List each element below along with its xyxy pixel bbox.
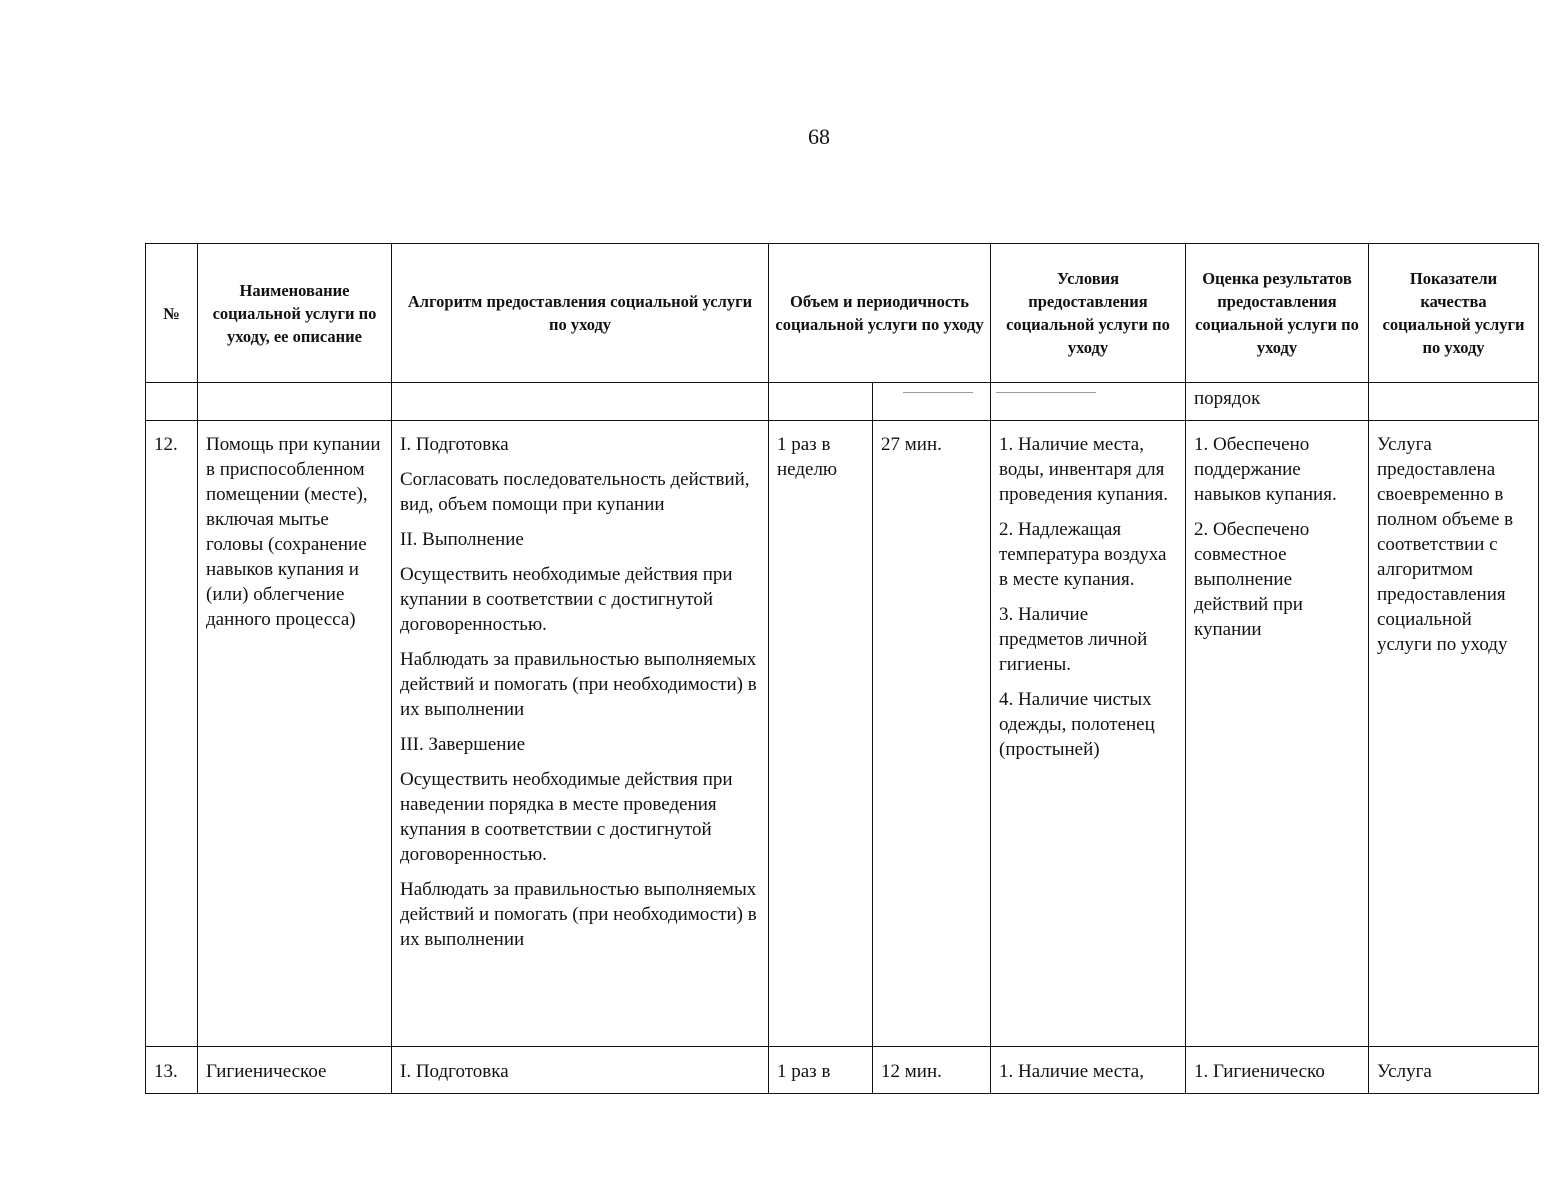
table-row	[146, 421, 1539, 1047]
condition-item: 4. Наличие чистых одежды, полотенец (простыней)	[999, 689, 1155, 760]
row-name: Помощь при купании в приспособленном помещении (месте), включая мытье головы (сохранение навыков купания и (или) облегчение данного процесса)	[198, 421, 392, 1047]
page-number: 68	[808, 124, 830, 149]
algorithm-step: Наблюдать за правильностью выполняемых действий и помогать (при необходимости) в их выполнении	[400, 879, 757, 950]
row-algorithm	[392, 1047, 769, 1094]
cont-cell	[769, 383, 873, 421]
condition-item: 1. Наличие места,	[999, 1061, 1144, 1082]
algorithm-step: Согласовать последовательность действий, вид, объем помощи при купании	[400, 469, 750, 515]
row-evaluation	[1186, 421, 1369, 1047]
algorithm-step: Осуществить необходимые действия при купании в соответствии с достигнутой договоренностью.	[400, 564, 733, 635]
header-conditions: Условия предоставления социальной услуги по уходу	[991, 244, 1186, 383]
row-frequency: 1 раз в	[769, 1047, 873, 1094]
header-quality: Показатели качества социальной услуги по уходу	[1369, 244, 1539, 383]
algorithm-step: III. Завершение	[400, 734, 526, 755]
cont-cell	[1369, 383, 1539, 421]
row-evaluation	[1186, 1047, 1369, 1094]
cont-cell	[146, 383, 198, 421]
evaluation-item: 2. Обеспечено совместное выполнение действий при купании	[1194, 519, 1310, 640]
cont-cell	[392, 383, 769, 421]
row-conditions	[991, 421, 1186, 1047]
divider	[996, 392, 1096, 393]
algorithm-step: Наблюдать за правильностью выполняемых действий и помогать (при необходимости) в их выполнении	[400, 649, 757, 720]
divider	[903, 392, 973, 393]
table-row	[146, 1047, 1539, 1094]
row-quality: Услуга предоставлена своевременно в полном объеме в соответствии с алгоритмом предоставления социальной услуги по уходу	[1369, 421, 1539, 1047]
header-name: Наименование социальной услуги по уходу, ее описание	[198, 244, 392, 383]
header-num: №	[146, 244, 198, 383]
algorithm-step: Осуществить необходимые действия при наведении порядка в месте проведения купания в соответствии с достигнутой договоренностью.	[400, 769, 733, 865]
cont-cell	[873, 383, 991, 421]
row-duration: 12 мин.	[873, 1047, 991, 1094]
evaluation-item: 1. Обеспечено поддержание навыков купания.	[1194, 434, 1337, 505]
algorithm-step: I. Подготовка	[400, 1061, 509, 1082]
condition-item: 3. Наличие предметов личной гигиены.	[999, 604, 1148, 675]
cont-evaluation: порядок	[1186, 383, 1369, 421]
header-volume: Объем и периодичность социальной услуги по уходу	[769, 244, 991, 383]
row-name: Гигиеническое	[198, 1047, 392, 1094]
row-algorithm	[392, 421, 769, 1047]
condition-item: 2. Надлежащая температура воздуха в месте купания.	[999, 519, 1167, 590]
row-conditions	[991, 1047, 1186, 1094]
algorithm-step: I. Подготовка	[400, 434, 509, 455]
row-duration: 27 мин.	[873, 421, 991, 1047]
row-num: 12.	[146, 421, 198, 1047]
header-algorithm: Алгоритм предоставления социальной услуги по уходу	[392, 244, 769, 383]
condition-item: 1. Наличие места, воды, инвентаря для проведения купания.	[999, 434, 1169, 505]
continuation-row	[146, 383, 1539, 421]
services-table	[145, 243, 1539, 1094]
row-quality: Услуга	[1369, 1047, 1539, 1094]
row-frequency: 1 раз в неделю	[769, 421, 873, 1047]
cont-cell	[198, 383, 392, 421]
cont-cell	[991, 383, 1186, 421]
algorithm-step: II. Выполнение	[400, 529, 524, 550]
header-evaluation: Оценка результатов предоставления социальной услуги по уходу	[1186, 244, 1369, 383]
table-header-row	[146, 244, 1539, 383]
row-num: 13.	[146, 1047, 198, 1094]
evaluation-item: 1. Гигиеническо	[1194, 1061, 1325, 1082]
